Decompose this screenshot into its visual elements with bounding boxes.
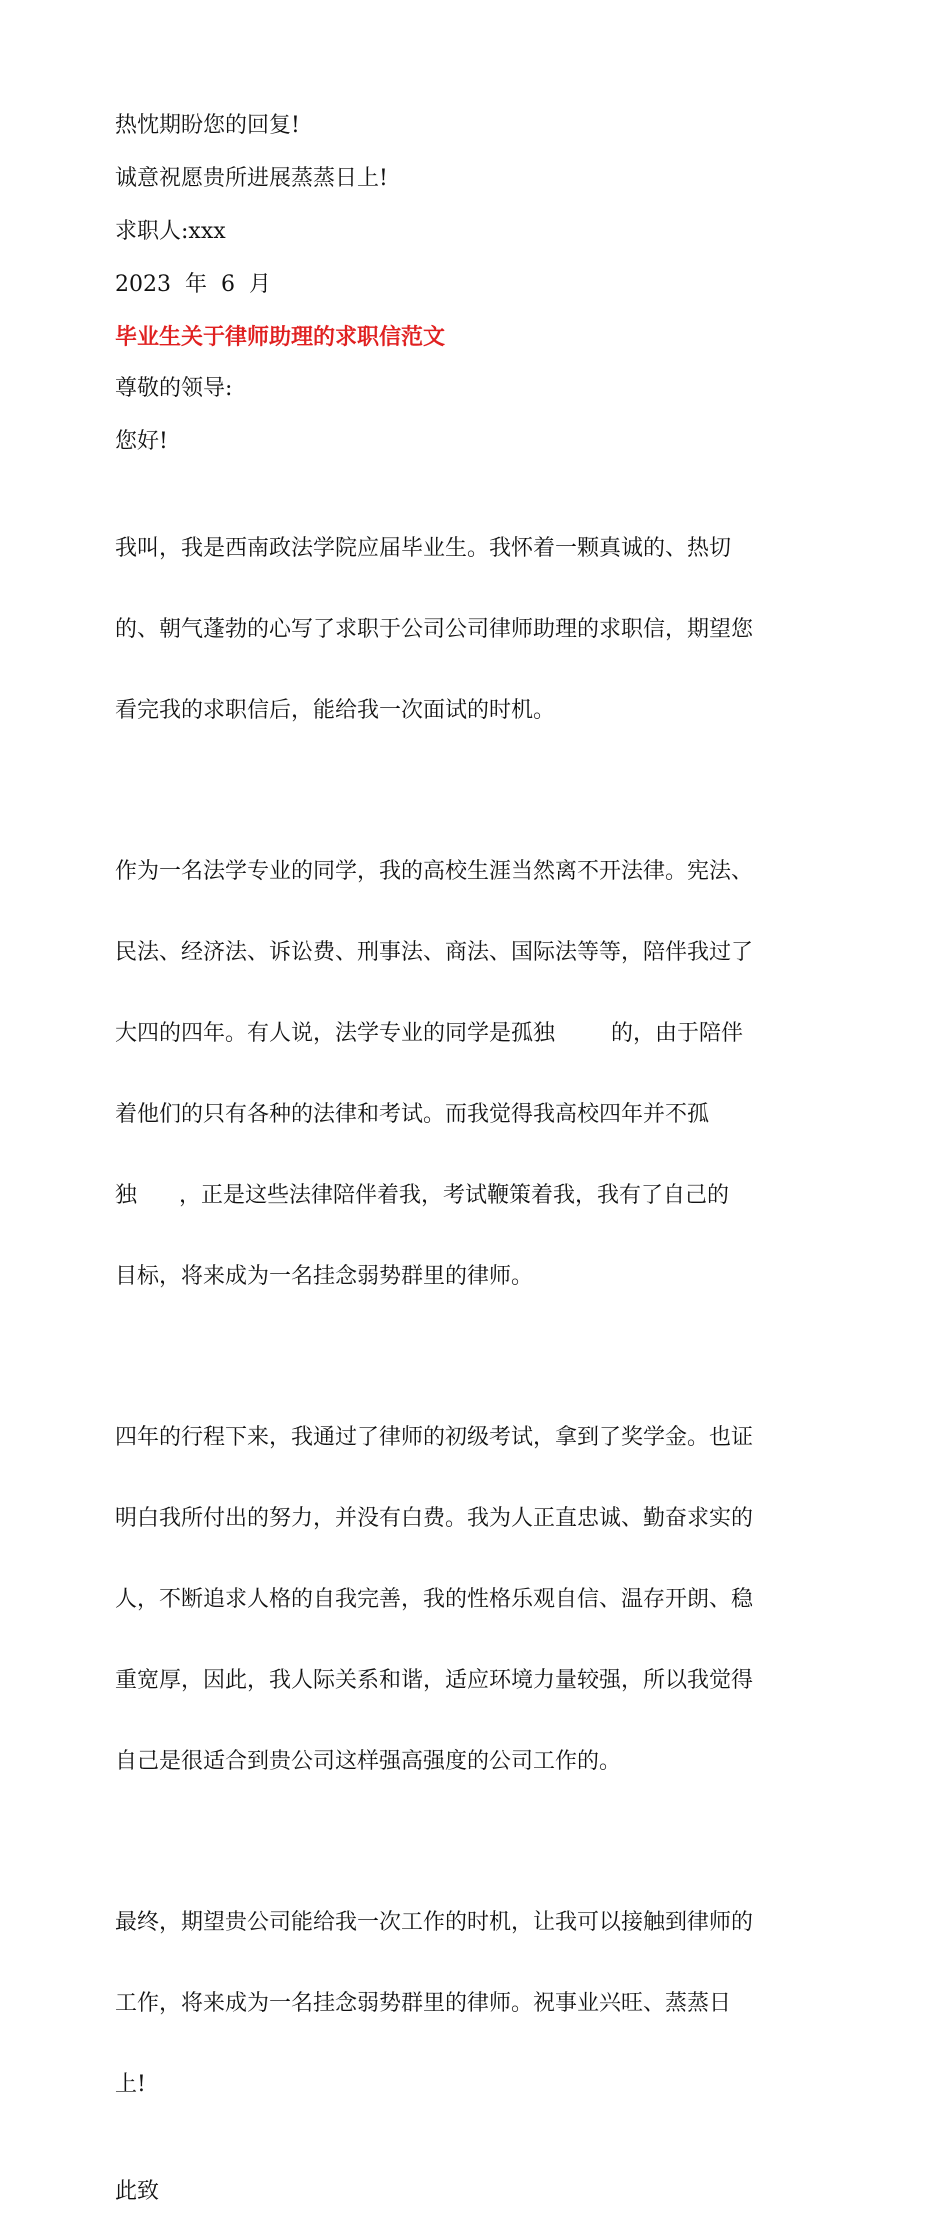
closing-line-applicant: 求职人:xxx [115, 219, 226, 244]
closing-line-date: 2023 年 6 月 [115, 272, 271, 297]
paragraph-line: 作为一名法学专业的同学，我的高校生涯当然离不开法律。宪法、 [115, 859, 754, 884]
document-body [115, 112, 835, 2231]
paragraph-introduction [115, 481, 835, 778]
paragraph-line: 最终，期望贵公司能给我一次工作的时机，让我可以接触到律师的 [115, 1910, 754, 1935]
paragraph-line: 我叫，我是西南政法学院应届毕业生。我怀着一颗真诚的、热切 [115, 536, 732, 561]
paragraph-line: 着他们的只有各种的法律和考试。而我觉得我高校四年并不孤 [115, 1102, 710, 1127]
paragraph-line: 自己是很适合到贵公司这样强高强度的公司工作的。 [115, 1749, 622, 1774]
paragraph-line: 看完我的求职信后，能给我一次面试的时机。 [115, 698, 556, 723]
closing-line-wish: 诚意祝愿贵所进展蒸蒸日上! [115, 166, 388, 191]
paragraph-line: 独 ，正是这些法律陪伴着我，考试鞭策着我，我有了自己的 [115, 1183, 729, 1208]
paragraph-line: 明白我所付出的努力，并没有白费。我为人正直忠诚、勤奋求实的 [115, 1506, 754, 1531]
paragraph-closing [115, 1855, 835, 2152]
paragraph-study [115, 804, 835, 1344]
closing-line-reply: 热忱期盼您的回复! [115, 113, 300, 138]
paragraph-line: 重宽厚，因此，我人际关系和谐，适应环境力量较强，所以我觉得 [115, 1668, 754, 1693]
paragraph-line: 人，不断追求人格的自我完善，我的性格乐观自信、温存开朗、稳 [115, 1587, 754, 1612]
paragraph-line: 目标，将来成为一名挂念弱势群里的律师。 [115, 1264, 534, 1289]
greeting: 您好! [115, 429, 168, 454]
paragraph-achievements [115, 1370, 835, 1829]
paragraph-line: 的、朝气蓬勃的心写了求职于公司公司律师助理的求职信，期望您 [115, 617, 754, 642]
paragraph-line: 民法、经济法、诉讼费、刑事法、商法、国际法等等，陪伴我过了 [115, 940, 754, 965]
paragraph-line: 工作，将来成为一名挂念弱势群里的律师。祝事业兴旺、蒸蒸日 [115, 1991, 732, 2016]
paragraph-line: 四年的行程下来，我通过了律师的初级考试，拿到了奖学金。也证 [115, 1425, 754, 1450]
paragraph-line: 大四的四年。有人说，法学专业的同学是孤独 的，由于陪伴 [115, 1021, 743, 1046]
document-title: 毕业生关于律师助理的求职信范文 [115, 325, 446, 350]
sign-off: 此致 [115, 2179, 160, 2204]
paragraph-line: 上! [115, 2072, 146, 2097]
salutation: 尊敬的领导: [115, 376, 233, 401]
